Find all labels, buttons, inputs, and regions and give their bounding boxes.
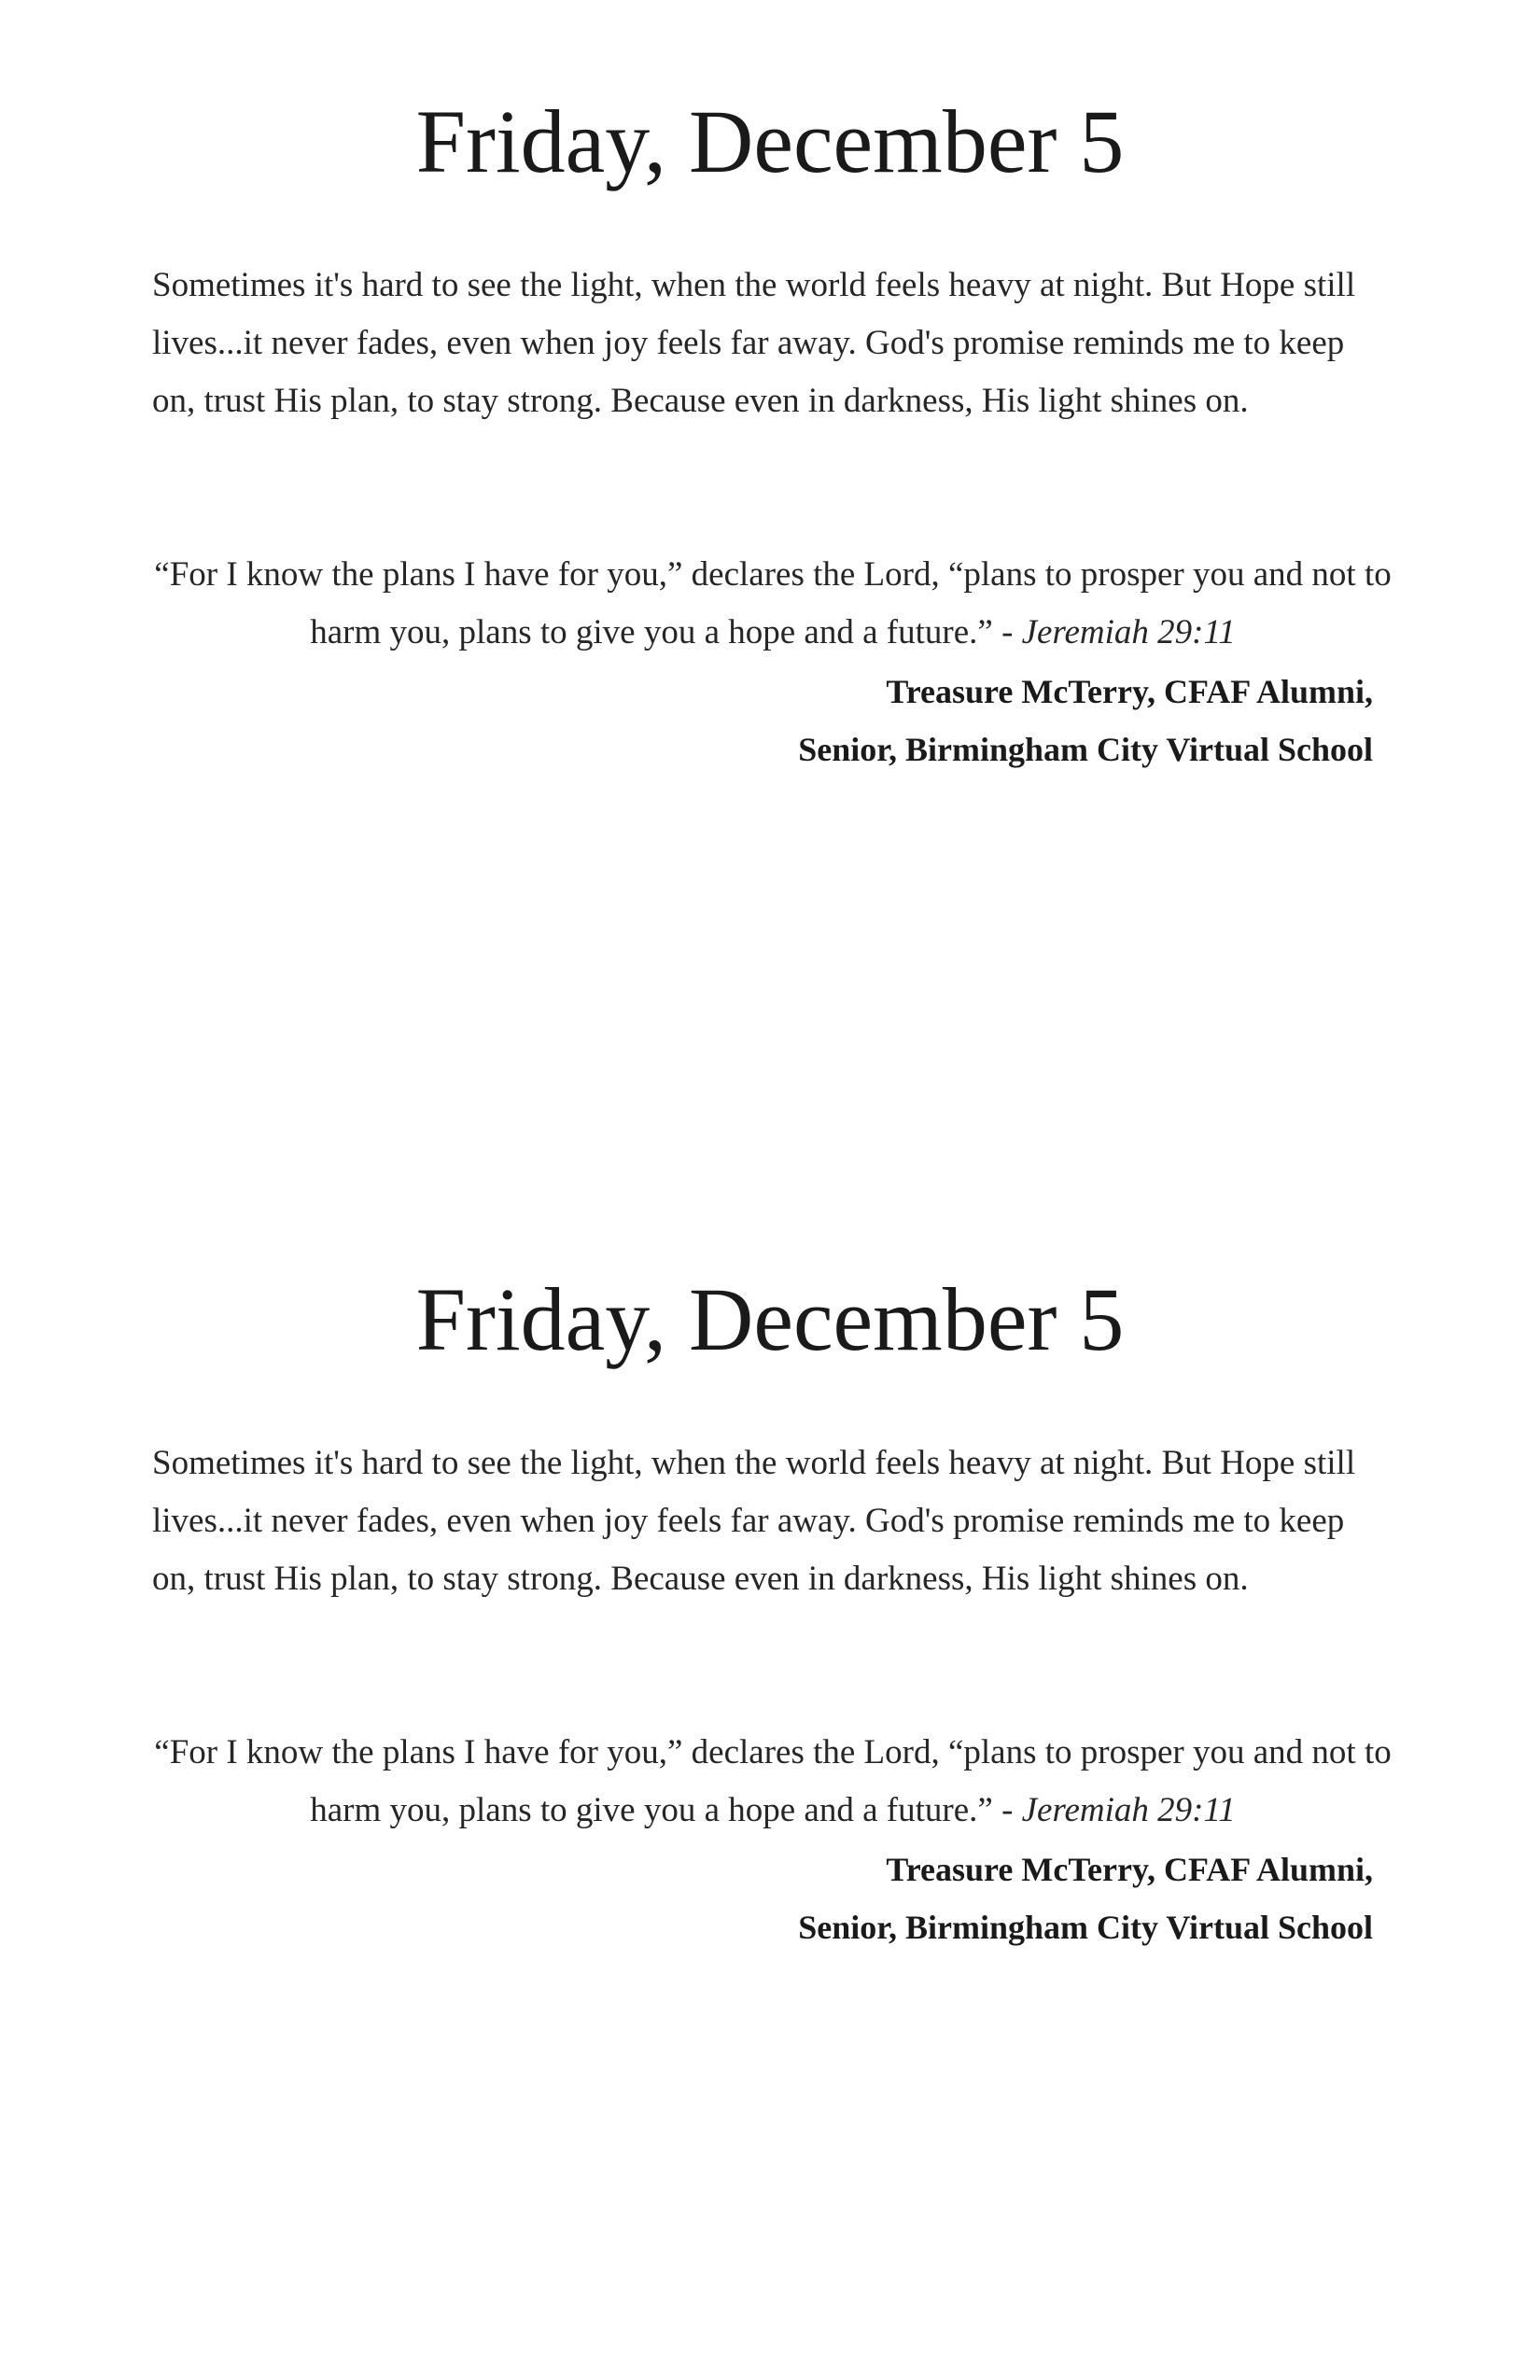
quote-reference: - Jeremiah 29:11 bbox=[992, 1791, 1236, 1829]
entry-body: Sometimes it's hard to see the light, when the world feels heavy at night. But Hope still lives...it never fades, even when joy feels far away. God's promise reminds me to keep on, trust His plan, to stay strong. Because even in darkness, His light shines on. bbox=[152, 1444, 1356, 1598]
signature-line-name: Treasure McTerry, CFAF Alumni, bbox=[886, 1851, 1373, 1888]
quote-text: “For I know the plans I have for you,” declares the Lord, “plans to prosper you and not to harm you, plans to give you a hope and a future.” bbox=[154, 555, 1392, 651]
signature-line-school: Senior, Birmingham City Virtual School bbox=[798, 731, 1373, 768]
entry-body: Sometimes it's hard to see the light, when the world feels heavy at night. But Hope still lives...it never fades, even when joy feels far away. God's promise reminds me to keep on, trust His plan, to stay strong. Because even in darkness, His light shines on. bbox=[152, 266, 1356, 420]
entry-title: Friday, December 5 bbox=[415, 91, 1125, 191]
signature-line-school: Senior, Birmingham City Virtual School bbox=[798, 1909, 1373, 1946]
devotional-entry bbox=[0, 0, 1540, 1176]
author-signature bbox=[798, 1841, 1373, 1956]
signature-line-name: Treasure McTerry, CFAF Alumni, bbox=[886, 673, 1373, 710]
scripture-quote bbox=[152, 1724, 1393, 1840]
author-signature bbox=[798, 663, 1373, 778]
quote-text: “For I know the plans I have for you,” declares the Lord, “plans to prosper you and not to harm you, plans to give you a hope and a future.” bbox=[154, 1733, 1392, 1829]
scripture-quote bbox=[152, 546, 1393, 662]
quote-reference: - Jeremiah 29:11 bbox=[992, 613, 1236, 651]
devotional-entry bbox=[0, 1178, 1540, 2354]
entry-title: Friday, December 5 bbox=[415, 1269, 1125, 1369]
